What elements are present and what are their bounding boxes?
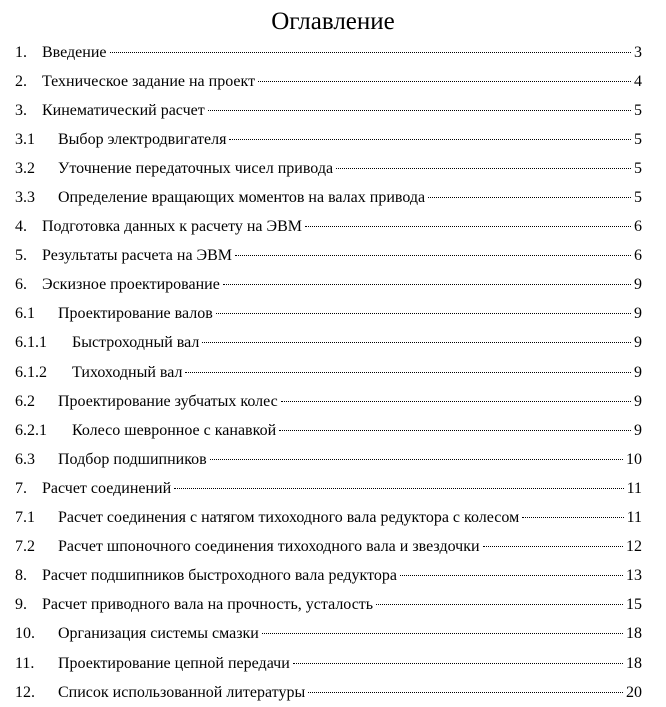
toc-entry-number: 3.1 bbox=[15, 130, 35, 148]
toc-entry-number: 1. bbox=[15, 43, 27, 61]
dot-leader bbox=[336, 168, 631, 169]
toc-entry-label: Введение bbox=[42, 43, 107, 61]
toc-entry-label: Расчет подшипников быстроходного вала редуктора bbox=[42, 567, 397, 585]
toc-entry-page: 4 bbox=[634, 72, 642, 90]
toc-entry[interactable] bbox=[0, 445, 666, 474]
toc-entry-label: Быстроходный вал bbox=[72, 334, 200, 352]
toc-entry-label: Тихоходный вал bbox=[72, 363, 183, 381]
dot-leader bbox=[208, 110, 631, 111]
toc-entry-page: 9 bbox=[634, 392, 642, 410]
toc-entry[interactable] bbox=[0, 38, 666, 67]
toc-entry-label: Расчет соединения с натягом тихоходного вала редуктора с колесом bbox=[58, 509, 520, 527]
dot-leader bbox=[281, 401, 631, 402]
toc-entry-number: 6.2.1 bbox=[15, 421, 47, 439]
toc-entry-number: 7. bbox=[15, 479, 27, 497]
toc-entry-number: 7.1 bbox=[15, 509, 35, 527]
toc-entry-label: Расчет приводного вала на прочность, усталость bbox=[42, 596, 374, 614]
toc-entry-page: 6 bbox=[634, 247, 642, 265]
dot-leader bbox=[428, 197, 631, 198]
toc-entry-page: 15 bbox=[626, 596, 642, 614]
toc-entry-line bbox=[58, 393, 642, 411]
toc-entry[interactable] bbox=[0, 533, 666, 562]
toc-entry-page: 9 bbox=[634, 421, 642, 439]
toc-entry-number: 2. bbox=[15, 72, 27, 90]
toc-entry-page: 5 bbox=[634, 159, 642, 177]
toc-entry-label: Результаты расчета на ЭВМ bbox=[42, 247, 232, 265]
toc-entry-number: 12. bbox=[15, 683, 35, 701]
dot-leader bbox=[235, 255, 631, 256]
toc-entry-page: 9 bbox=[634, 334, 642, 352]
toc-entry-line bbox=[42, 218, 642, 236]
dot-leader bbox=[376, 604, 623, 605]
toc-entry-number: 3. bbox=[15, 101, 27, 119]
toc-entry-page: 20 bbox=[626, 683, 642, 701]
toc-entry-label: Кинематический расчет bbox=[42, 101, 205, 119]
toc-entry-label: Колесо шевронное с канавкой bbox=[72, 421, 277, 439]
dot-leader bbox=[216, 313, 631, 314]
dot-leader bbox=[258, 81, 631, 82]
toc-entry-line bbox=[58, 625, 642, 643]
toc-entry-line bbox=[58, 189, 642, 207]
toc-entry-page: 6 bbox=[634, 218, 642, 236]
toc-entry[interactable] bbox=[0, 242, 666, 271]
toc-entry-label: Эскизное проектирование bbox=[42, 276, 220, 294]
dot-leader bbox=[522, 517, 623, 518]
toc-entry-page: 11 bbox=[626, 479, 642, 497]
toc-entry-page: 9 bbox=[634, 305, 642, 323]
toc-entry[interactable] bbox=[0, 96, 666, 125]
toc-entry-page: 9 bbox=[634, 363, 642, 381]
toc-entry-number: 6.1 bbox=[15, 305, 35, 323]
dot-leader bbox=[293, 663, 623, 664]
toc-entry-number: 6.2 bbox=[15, 392, 35, 410]
table-of-contents bbox=[0, 38, 666, 707]
toc-entry-number: 6.1.1 bbox=[15, 334, 47, 352]
toc-entry-page: 12 bbox=[626, 538, 642, 556]
toc-entry[interactable] bbox=[0, 387, 666, 416]
toc-entry[interactable] bbox=[0, 649, 666, 678]
toc-entry[interactable] bbox=[0, 271, 666, 300]
dot-leader bbox=[185, 372, 631, 373]
toc-entry-line bbox=[42, 247, 642, 265]
toc-entry-line bbox=[42, 567, 642, 585]
dot-leader bbox=[308, 692, 623, 693]
toc-entry-number: 3.3 bbox=[15, 189, 35, 207]
toc-entry[interactable] bbox=[0, 591, 666, 620]
toc-entry[interactable] bbox=[0, 300, 666, 329]
toc-entry-number: 9. bbox=[15, 596, 27, 614]
toc-entry-label: Проектирование цепной передачи bbox=[58, 654, 290, 672]
toc-entry[interactable] bbox=[0, 329, 666, 358]
toc-entry[interactable] bbox=[0, 620, 666, 649]
toc-entry-line bbox=[58, 538, 642, 556]
toc-entry-page: 13 bbox=[626, 567, 642, 585]
toc-entry[interactable] bbox=[0, 125, 666, 154]
toc-entry-number: 6.3 bbox=[15, 450, 35, 468]
toc-entry-label: Подготовка данных к расчету на ЭВМ bbox=[42, 218, 302, 236]
toc-entry[interactable] bbox=[0, 183, 666, 212]
dot-leader bbox=[279, 430, 631, 431]
toc-entry[interactable] bbox=[0, 213, 666, 242]
toc-entry-number: 8. bbox=[15, 567, 27, 585]
toc-entry-number: 4. bbox=[15, 218, 27, 236]
toc-entry-label: Определение вращающих моментов на валах привода bbox=[58, 189, 426, 207]
toc-entry-line bbox=[42, 596, 642, 614]
toc-entry-number: 5. bbox=[15, 247, 27, 265]
toc-entry-line bbox=[72, 334, 642, 352]
toc-entry-page: 10 bbox=[626, 450, 642, 468]
toc-entry-number: 11. bbox=[15, 654, 35, 672]
toc-entry-label: Техническое задание на проект bbox=[42, 72, 256, 90]
toc-entry-page: 9 bbox=[634, 276, 642, 294]
toc-entry-label: Расчет шпоночного соединения тихоходного вала и звездочки bbox=[58, 538, 480, 556]
dot-leader bbox=[305, 226, 631, 227]
dot-leader bbox=[174, 488, 623, 489]
toc-entry-label: Проектирование валов bbox=[58, 305, 213, 323]
toc-entry-label: Проектирование зубчатых колес bbox=[58, 392, 278, 410]
toc-entry-line bbox=[42, 44, 642, 62]
toc-entry[interactable] bbox=[0, 154, 666, 183]
toc-entry-page: 18 bbox=[626, 654, 642, 672]
toc-entry-page: 5 bbox=[634, 101, 642, 119]
toc-entry-number: 6.1.2 bbox=[15, 363, 47, 381]
toc-entry[interactable] bbox=[0, 358, 666, 387]
toc-entry-label: Выбор электродвигателя bbox=[58, 130, 227, 148]
toc-entry-line bbox=[58, 509, 642, 527]
toc-entry-line bbox=[58, 160, 642, 178]
dot-leader bbox=[400, 575, 623, 576]
toc-entry-label: Список использованной литературы bbox=[58, 683, 306, 701]
toc-entry-line bbox=[42, 102, 642, 120]
dot-leader bbox=[223, 284, 631, 285]
toc-entry-number: 6. bbox=[15, 276, 27, 294]
toc-entry-page: 18 bbox=[626, 625, 642, 643]
toc-entry-line bbox=[58, 131, 642, 149]
toc-entry-line bbox=[42, 480, 642, 498]
toc-entry-line bbox=[58, 305, 642, 323]
toc-entry-line bbox=[58, 684, 642, 702]
toc-entry-line bbox=[58, 655, 642, 673]
dot-leader bbox=[110, 52, 632, 53]
toc-entry[interactable] bbox=[0, 67, 666, 96]
toc-entry-line bbox=[58, 451, 642, 469]
dot-leader bbox=[483, 546, 623, 547]
toc-entry-number: 3.2 bbox=[15, 159, 35, 177]
toc-entry-page: 11 bbox=[626, 509, 642, 527]
toc-entry-number: 7.2 bbox=[15, 538, 35, 556]
dot-leader bbox=[262, 633, 623, 634]
toc-entry[interactable] bbox=[0, 416, 666, 445]
toc-entry-label: Уточнение передаточных чисел привода bbox=[58, 159, 334, 177]
toc-entry-label: Расчет соединений bbox=[42, 479, 172, 497]
toc-entry-label: Организация системы смазки bbox=[58, 625, 259, 643]
dot-leader bbox=[210, 459, 623, 460]
toc-entry-page: 3 bbox=[634, 43, 642, 61]
toc-entry[interactable] bbox=[0, 562, 666, 591]
toc-entry-line bbox=[72, 364, 642, 382]
page-title: Оглавление bbox=[271, 8, 395, 35]
toc-entry-number: 10. bbox=[15, 625, 35, 643]
toc-entry[interactable] bbox=[0, 504, 666, 533]
toc-entry-page: 5 bbox=[634, 130, 642, 148]
toc-entry-line bbox=[42, 73, 642, 91]
toc-entry[interactable] bbox=[0, 474, 666, 503]
dot-leader bbox=[229, 139, 631, 140]
toc-entry-line bbox=[42, 276, 642, 294]
dot-leader bbox=[202, 342, 631, 343]
toc-entry-line bbox=[72, 422, 642, 440]
toc-entry-label: Подбор подшипников bbox=[58, 450, 207, 468]
toc-entry-page: 5 bbox=[634, 189, 642, 207]
